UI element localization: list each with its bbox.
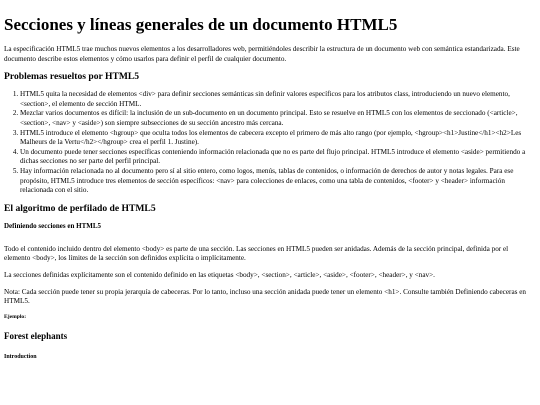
note-paragraph: Nota: Cada sección puede tener su propia jerarquía de cabeceras. Por lo tanto, incluso una sección anidada puede tener un elemento <h1>. Consulte también Definiendo cabeceras en HTML5. bbox=[4, 287, 527, 306]
list-item: 3. HTML5 introduce el elemento <hgroup> que oculta todos los elementos de cabecera excepto el primero de más alto rango (por ejemplo, <hgroup><h1>Justine</h1><h2>Les Malheurs de la Vertu</h2></hgroup> crea el perfil 1. Justine). bbox=[20, 129, 536, 148]
body-paragraph: La secciones definidas explícitamente son el contenido definido en las etiquetas <body>, <section>, <article>, <aside>, <footer>, <header>, y <nav>. bbox=[4, 270, 435, 279]
list-item: 2. Mezclar varios documentos es difícil: la inclusión de un sub-documento en un documento principal. Esto se resuelve en HTML5 con los elementos de seccionado (<article>, <section>, <nav> y <aside>) son siempre subsecciones de su sección ancestro más cercana. bbox=[20, 109, 536, 128]
list-item: 4. Un documento puede tener secciones específicas conteniendo información relacionada que no es parte del flujo principal. HTML5 introduce el elemento <aside> permitiendo a dichas secciones no ser parte del perfil principal. bbox=[20, 148, 536, 167]
algorithm-heading: El algoritmo de perfilado de HTML5 bbox=[4, 202, 156, 214]
list-item: 5. Hay información relacionada no al documento pero sí al sitio entero, como logos, menús, tablas de contenidos, o información de derechos de autor y notas legales. Para ese propósito, HTML5 introduce tres elementos de sección específicos: <nav> para colecciones de enlaces, como una tabla de contenidos, <footer> y <header> información relacionada con el sitio. bbox=[20, 167, 536, 196]
example-label: Ejemplo: bbox=[4, 313, 27, 320]
example-subheading: Introduction bbox=[4, 353, 37, 360]
intro-paragraph: La especificación HTML5 trae muchos nuevos elementos a los desarrolladores web, permitiéndoles describir la estructura de un documento web con semántica estandarizada. Este documento describe estos elementos y cómo usarlos para definir el perfil de cualquier documento. bbox=[4, 45, 520, 63]
problems-list bbox=[4, 90, 536, 196]
page-title: Secciones y líneas generales de un documento HTML5 bbox=[4, 15, 398, 34]
defining-sections-heading: Definiendo secciones en HTML5 bbox=[4, 221, 102, 230]
example-heading: Forest elephants bbox=[4, 330, 68, 341]
problems-heading: Problemas resueltos por HTML5 bbox=[4, 71, 140, 83]
body-paragraph: Todo el contenido incluido dentro del elemento <body> es parte de una sección. Las secciones en HTML5 pueden ser anidadas. Además de la sección principal, definida por el elemento <body>, los límites de la sección son definidos explícita o implícitamente. bbox=[4, 244, 509, 263]
list-item: 1. HTML5 quita la necesidad de elementos <div> para definir secciones semánticas sin definir valores específicos para los atributos class, introduciendo un nuevo elemento, <section>, el elemento de sección HTML. bbox=[20, 90, 536, 109]
